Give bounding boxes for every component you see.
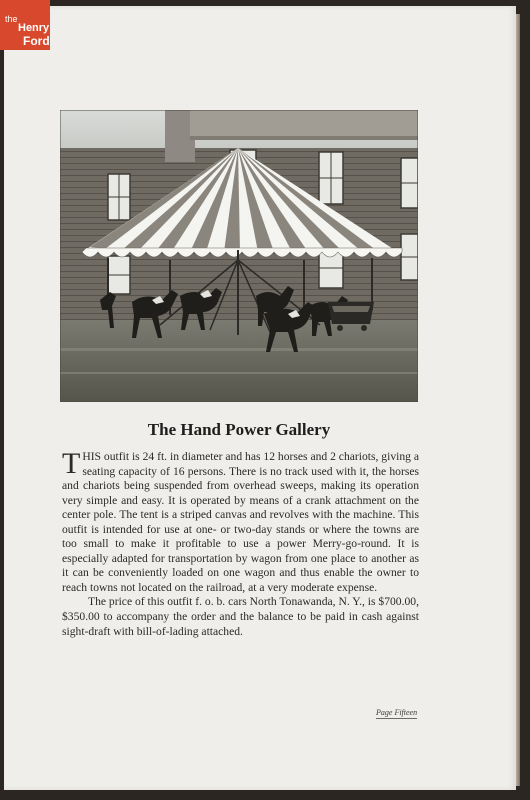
logo-text-ford: Ford [23, 34, 50, 48]
henry-ford-logo[interactable] [0, 0, 50, 50]
page-title: The Hand Power Gallery [147, 420, 331, 439]
paragraph-2: The price of this outfit f. o. b. cars North Tonawanda, N. Y., is $700.00, $350.00 to accompany the order and the balance to be paid in cash against sight-draft with bill-of-lading attached. [62, 595, 419, 638]
page-number: Page Fifteen [376, 708, 418, 717]
description-text [62, 447, 419, 639]
logo-text-the: the [5, 14, 18, 24]
drop-cap: T [62, 447, 81, 480]
carousel-photograph [60, 110, 418, 402]
paragraph-1-text: HIS outfit is 24 ft. in diameter and has 12 horses and 2 chariots, giving a seating capacity of 16 persons. There is no track used with it, the horses and chariots being suspended from overhead sweeps, making its operation very simple and easy. It is operated by means of a crank attachment on the center pole. The tent is a striped canvas and revolves with the machine. This outfit is intended for use at one- or two-day stands or where the towns are too small to make it profitable to use a power Merry-go-round. It is especially adapted for transportation by wagon from one place to another as it can be conveniently loaded on one wagon and thus enable the owner to reach towns not located on the railroad, at a very moderate expense. [62, 450, 419, 594]
logo-text-henry: Henry [18, 22, 50, 34]
carousel-photo-illustration [60, 110, 418, 402]
paragraph-1 [62, 447, 419, 595]
